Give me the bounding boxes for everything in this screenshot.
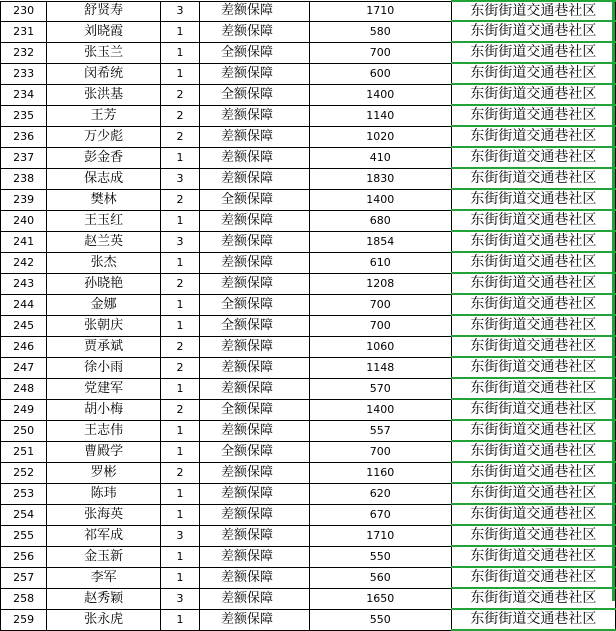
name-cell[interactable]: 胡小梅 (47, 399, 161, 420)
community-cell[interactable]: 东街街道交通巷社区 (451, 168, 615, 189)
table-row (1, 504, 616, 525)
amount-cell[interactable]: 1830 (309, 168, 451, 189)
row-number-cell[interactable]: 231 (1, 21, 47, 42)
household-count-cell[interactable]: 1 (160, 210, 199, 231)
household-count-cell[interactable]: 2 (160, 105, 199, 126)
table-row (1, 420, 616, 441)
row-number-cell[interactable]: 255 (1, 525, 47, 546)
assistance-type-cell[interactable]: 差额保障 (200, 525, 310, 546)
assistance-type-cell[interactable]: 差额保障 (200, 609, 310, 630)
assistance-type-cell[interactable]: 差额保障 (200, 546, 310, 567)
selection-right-edge (612, 0, 615, 601)
table-row (1, 21, 616, 42)
table-row (1, 525, 616, 546)
name-cell[interactable]: 保志成 (47, 168, 161, 189)
community-cell[interactable]: 东街街道交通巷社区 (451, 546, 615, 567)
name-cell[interactable]: 赵秀颖 (47, 588, 161, 609)
amount-cell[interactable]: 600 (309, 63, 451, 84)
community-cell[interactable]: 东街街道交通巷社区 (451, 84, 615, 105)
table-row (1, 42, 616, 63)
community-cell[interactable]: 东街街道交通巷社区 (451, 1, 615, 21)
name-cell[interactable]: 李军 (47, 567, 161, 588)
row-number-cell[interactable]: 240 (1, 210, 47, 231)
table-row (1, 399, 616, 420)
row-number-cell[interactable]: 234 (1, 84, 47, 105)
household-count-cell[interactable]: 1 (160, 252, 199, 273)
assistance-type-cell[interactable]: 差额保障 (200, 210, 310, 231)
assistance-type-cell[interactable]: 差额保障 (200, 252, 310, 273)
amount-cell[interactable]: 570 (309, 378, 451, 399)
row-number-cell[interactable]: 241 (1, 231, 47, 252)
amount-cell[interactable]: 1020 (309, 126, 451, 147)
assistance-type-cell[interactable]: 差额保障 (200, 1, 310, 21)
household-count-cell[interactable]: 1 (160, 609, 199, 630)
table-row (1, 462, 616, 483)
community-cell[interactable]: 东街街道交通巷社区 (451, 357, 615, 378)
row-number-cell[interactable]: 247 (1, 357, 47, 378)
row-number-cell[interactable]: 259 (1, 609, 47, 630)
row-number-cell[interactable]: 251 (1, 441, 47, 462)
assistance-type-cell[interactable]: 全额保障 (200, 315, 310, 336)
assistance-type-cell[interactable]: 差额保障 (200, 378, 310, 399)
row-number-cell[interactable]: 235 (1, 105, 47, 126)
name-cell[interactable]: 张玉兰 (47, 42, 161, 63)
household-count-cell[interactable]: 2 (160, 336, 199, 357)
amount-cell[interactable]: 670 (309, 504, 451, 525)
household-count-cell[interactable]: 1 (160, 147, 199, 168)
community-cell[interactable]: 东街街道交通巷社区 (451, 588, 615, 609)
community-cell[interactable]: 东街街道交通巷社区 (451, 294, 615, 315)
community-cell[interactable]: 东街街道交通巷社区 (451, 273, 615, 294)
name-cell[interactable]: 张杰 (47, 252, 161, 273)
household-count-cell[interactable]: 2 (160, 357, 199, 378)
row-number-cell[interactable]: 246 (1, 336, 47, 357)
assistance-type-cell[interactable]: 差额保障 (200, 126, 310, 147)
community-cell[interactable]: 东街街道交通巷社区 (451, 42, 615, 63)
community-cell[interactable]: 东街街道交通巷社区 (451, 126, 615, 147)
assistance-type-cell[interactable]: 差额保障 (200, 231, 310, 252)
name-cell[interactable]: 张海英 (47, 504, 161, 525)
row-number-cell[interactable]: 252 (1, 462, 47, 483)
assistance-type-cell[interactable]: 差额保障 (200, 105, 310, 126)
amount-cell[interactable]: 700 (309, 441, 451, 462)
table-row (1, 105, 616, 126)
amount-cell[interactable]: 557 (309, 420, 451, 441)
assistance-type-cell[interactable]: 差额保障 (200, 420, 310, 441)
table-row (1, 189, 616, 210)
household-count-cell[interactable]: 2 (160, 399, 199, 420)
assistance-type-cell[interactable]: 差额保障 (200, 504, 310, 525)
amount-cell[interactable]: 1710 (309, 1, 451, 21)
community-cell[interactable]: 东街街道交通巷社区 (451, 315, 615, 336)
row-number-cell[interactable]: 249 (1, 399, 47, 420)
community-cell[interactable]: 东街街道交通巷社区 (451, 21, 615, 42)
assistance-type-cell[interactable]: 全额保障 (200, 399, 310, 420)
household-count-cell[interactable]: 2 (160, 84, 199, 105)
name-cell[interactable]: 王芳 (47, 105, 161, 126)
amount-cell[interactable]: 1400 (309, 399, 451, 420)
amount-cell[interactable]: 700 (309, 294, 451, 315)
community-cell[interactable]: 东街街道交通巷社区 (451, 378, 615, 399)
household-count-cell[interactable]: 3 (160, 168, 199, 189)
name-cell[interactable]: 赵兰英 (47, 231, 161, 252)
amount-cell[interactable]: 1400 (309, 189, 451, 210)
community-cell[interactable]: 东街街道交通巷社区 (451, 252, 615, 273)
household-count-cell[interactable]: 1 (160, 378, 199, 399)
row-number-cell[interactable]: 243 (1, 273, 47, 294)
amount-cell[interactable]: 550 (309, 546, 451, 567)
table-row (1, 378, 616, 399)
row-number-cell[interactable]: 258 (1, 588, 47, 609)
table-row (1, 357, 616, 378)
assistance-type-cell[interactable]: 全额保障 (200, 441, 310, 462)
amount-cell[interactable]: 700 (309, 315, 451, 336)
household-count-cell[interactable]: 3 (160, 1, 199, 21)
row-number-cell[interactable]: 248 (1, 378, 47, 399)
table-row (1, 63, 616, 84)
name-cell[interactable]: 张洪基 (47, 84, 161, 105)
table-row (1, 84, 616, 105)
household-count-cell[interactable]: 2 (160, 126, 199, 147)
name-cell[interactable]: 张永虎 (47, 609, 161, 630)
name-cell[interactable]: 罗彬 (47, 462, 161, 483)
name-cell[interactable]: 彭金香 (47, 147, 161, 168)
table-row (1, 336, 616, 357)
community-cell[interactable]: 东街街道交通巷社区 (451, 609, 615, 630)
assistance-type-cell[interactable]: 差额保障 (200, 63, 310, 84)
name-cell[interactable]: 舒贤寿 (47, 1, 161, 21)
table-row (1, 273, 616, 294)
table-row (1, 147, 616, 168)
household-count-cell[interactable]: 1 (160, 504, 199, 525)
assistance-type-cell[interactable]: 差额保障 (200, 147, 310, 168)
name-cell[interactable]: 曹殿学 (47, 441, 161, 462)
amount-cell[interactable]: 560 (309, 567, 451, 588)
row-number-cell[interactable]: 254 (1, 504, 47, 525)
community-cell[interactable]: 东街街道交通巷社区 (451, 147, 615, 168)
household-count-cell[interactable]: 2 (160, 273, 199, 294)
row-number-cell[interactable]: 233 (1, 63, 47, 84)
table-row (1, 315, 616, 336)
household-count-cell[interactable]: 1 (160, 42, 199, 63)
name-cell[interactable]: 贾承斌 (47, 336, 161, 357)
household-count-cell[interactable]: 1 (160, 63, 199, 84)
amount-cell[interactable]: 1650 (309, 588, 451, 609)
amount-cell[interactable]: 1710 (309, 525, 451, 546)
assistance-type-cell[interactable]: 差额保障 (200, 462, 310, 483)
name-cell[interactable]: 金娜 (47, 294, 161, 315)
row-number-cell[interactable]: 236 (1, 126, 47, 147)
household-count-cell[interactable]: 3 (160, 231, 199, 252)
name-cell[interactable]: 陈玮 (47, 483, 161, 504)
assistance-type-cell[interactable]: 全额保障 (200, 42, 310, 63)
name-cell[interactable]: 祁军成 (47, 525, 161, 546)
household-count-cell[interactable]: 2 (160, 189, 199, 210)
table-body (1, 1, 616, 630)
assistance-type-cell[interactable]: 差额保障 (200, 588, 310, 609)
amount-cell[interactable]: 1140 (309, 105, 451, 126)
table-row (1, 231, 616, 252)
amount-cell[interactable]: 1060 (309, 336, 451, 357)
table-row (1, 1, 616, 21)
name-cell[interactable]: 孙晓艳 (47, 273, 161, 294)
assistance-type-cell[interactable]: 差额保障 (200, 273, 310, 294)
assistance-type-cell[interactable]: 差额保障 (200, 168, 310, 189)
name-cell[interactable]: 王玉红 (47, 210, 161, 231)
table-row (1, 294, 616, 315)
household-count-cell[interactable]: 2 (160, 462, 199, 483)
name-cell[interactable]: 金玉新 (47, 546, 161, 567)
assistance-type-cell[interactable]: 全额保障 (200, 294, 310, 315)
community-cell[interactable]: 东街街道交通巷社区 (451, 504, 615, 525)
table-row (1, 609, 616, 630)
assistance-type-cell[interactable]: 差额保障 (200, 21, 310, 42)
row-number-cell[interactable]: 257 (1, 567, 47, 588)
household-count-cell[interactable]: 1 (160, 441, 199, 462)
household-count-cell[interactable]: 3 (160, 588, 199, 609)
community-cell[interactable]: 东街街道交通巷社区 (451, 420, 615, 441)
table-row (1, 210, 616, 231)
community-cell[interactable]: 东街街道交通巷社区 (451, 231, 615, 252)
row-number-cell[interactable]: 253 (1, 483, 47, 504)
table-row (1, 126, 616, 147)
community-cell[interactable]: 东街街道交通巷社区 (451, 210, 615, 231)
community-cell[interactable]: 东街街道交通巷社区 (451, 105, 615, 126)
amount-cell[interactable]: 610 (309, 252, 451, 273)
household-count-cell[interactable]: 1 (160, 483, 199, 504)
table-row (1, 546, 616, 567)
community-cell[interactable]: 东街街道交通巷社区 (451, 63, 615, 84)
amount-cell[interactable]: 580 (309, 21, 451, 42)
community-cell[interactable]: 东街街道交通巷社区 (451, 399, 615, 420)
household-count-cell[interactable]: 3 (160, 525, 199, 546)
name-cell[interactable]: 刘晓霞 (47, 21, 161, 42)
community-cell[interactable]: 东街街道交通巷社区 (451, 441, 615, 462)
table-row (1, 252, 616, 273)
household-count-cell[interactable]: 1 (160, 21, 199, 42)
row-number-cell[interactable]: 242 (1, 252, 47, 273)
amount-cell[interactable]: 1208 (309, 273, 451, 294)
name-cell[interactable]: 王志伟 (47, 420, 161, 441)
row-number-cell[interactable]: 232 (1, 42, 47, 63)
amount-cell[interactable]: 1854 (309, 231, 451, 252)
table-row (1, 168, 616, 189)
row-number-cell[interactable]: 239 (1, 189, 47, 210)
table-row (1, 441, 616, 462)
assistance-type-cell[interactable]: 差额保障 (200, 336, 310, 357)
community-cell[interactable]: 东街街道交通巷社区 (451, 336, 615, 357)
row-number-cell[interactable]: 230 (1, 1, 47, 21)
community-cell[interactable]: 东街街道交通巷社区 (451, 483, 615, 504)
name-cell[interactable]: 徐小雨 (47, 357, 161, 378)
community-cell[interactable]: 东街街道交通巷社区 (451, 567, 615, 588)
row-number-cell[interactable]: 237 (1, 147, 47, 168)
name-cell[interactable]: 党建军 (47, 378, 161, 399)
assistance-type-cell[interactable]: 全额保障 (200, 189, 310, 210)
row-number-cell[interactable]: 244 (1, 294, 47, 315)
household-count-cell[interactable]: 1 (160, 567, 199, 588)
table-row (1, 483, 616, 504)
assistance-type-cell[interactable]: 差额保障 (200, 567, 310, 588)
community-cell[interactable]: 东街街道交通巷社区 (451, 462, 615, 483)
household-count-cell[interactable]: 1 (160, 315, 199, 336)
amount-cell[interactable]: 620 (309, 483, 451, 504)
name-cell[interactable]: 万少彪 (47, 126, 161, 147)
name-cell[interactable]: 张朝庆 (47, 315, 161, 336)
amount-cell[interactable]: 1160 (309, 462, 451, 483)
community-cell[interactable]: 东街街道交通巷社区 (451, 525, 615, 546)
household-count-cell[interactable]: 1 (160, 546, 199, 567)
row-number-cell[interactable]: 256 (1, 546, 47, 567)
amount-cell[interactable]: 1148 (309, 357, 451, 378)
amount-cell[interactable]: 550 (309, 609, 451, 630)
assistance-type-cell[interactable]: 差额保障 (200, 483, 310, 504)
row-number-cell[interactable]: 238 (1, 168, 47, 189)
household-count-cell[interactable]: 1 (160, 420, 199, 441)
name-cell[interactable]: 闵希统 (47, 63, 161, 84)
table-row (1, 567, 616, 588)
assistance-type-cell[interactable]: 差额保障 (200, 357, 310, 378)
amount-cell[interactable]: 1400 (309, 84, 451, 105)
row-number-cell[interactable]: 250 (1, 420, 47, 441)
amount-cell[interactable]: 700 (309, 42, 451, 63)
table-row (1, 588, 616, 609)
amount-cell[interactable]: 410 (309, 147, 451, 168)
row-number-cell[interactable]: 245 (1, 315, 47, 336)
assistance-type-cell[interactable]: 全额保障 (200, 84, 310, 105)
amount-cell[interactable]: 680 (309, 210, 451, 231)
community-cell[interactable]: 东街街道交通巷社区 (451, 189, 615, 210)
name-cell[interactable]: 樊林 (47, 189, 161, 210)
household-count-cell[interactable]: 1 (160, 294, 199, 315)
